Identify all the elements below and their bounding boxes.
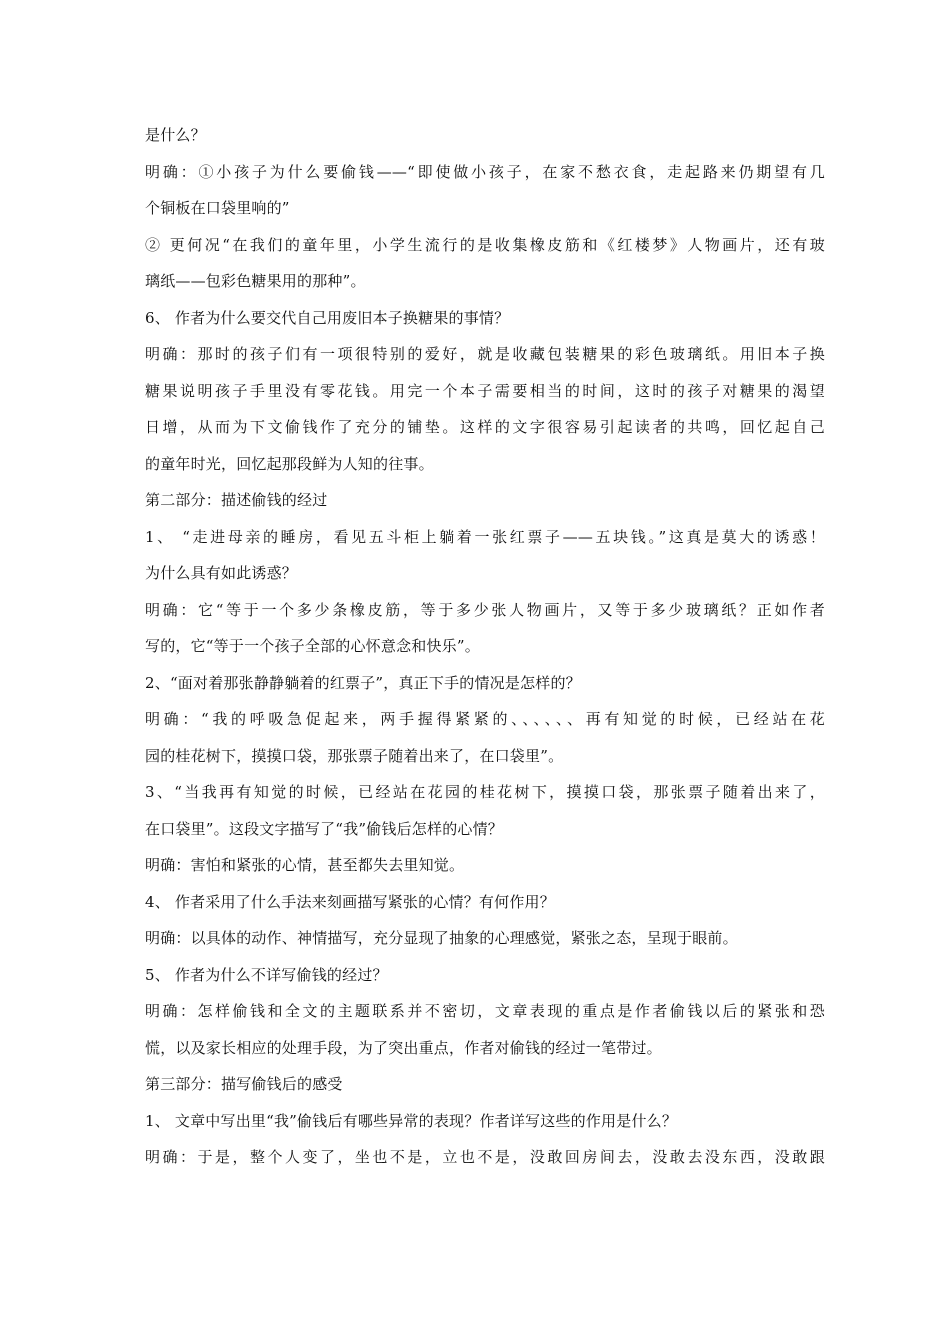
text-line: 明确：以具体的动作、神情描写，充分显现了抽象的心理感觉，紧张之态，呈现于眼前。 xyxy=(145,929,738,947)
text-line: 为什么具有如此诱惑？ xyxy=(145,564,298,582)
text-line: 明确：于是，整个人变了，坐也不是，立也不是，没敢回房间去，没敢去没东西，没敢跟 xyxy=(145,1148,825,1166)
text-line: 璃纸——包彩色糖果用的那种”。 xyxy=(145,272,366,290)
text-line: 明确：那时的孩子们有一项很特别的爱好，就是收藏包装糖果的彩色玻璃纸。用旧本子换 xyxy=(145,345,825,363)
text-line: 2、“面对着那张静静躺着的红票子”，真正下手的情况是怎样的？ xyxy=(145,673,581,692)
text-line: 明确：怎样偷钱和全文的主题联系并不密切，文章表现的重点是作者偷钱以后的紧张和恐 xyxy=(145,1002,825,1020)
text-line: 写的，它“等于一个孩子全部的心怀意念和快乐”。 xyxy=(145,637,480,655)
text-line: 是什么？ xyxy=(145,126,206,144)
text-line: 明确：“我的呼吸急促起来，两手握得紧紧的、、、、、、再有知觉的时候，已经站在花 xyxy=(145,710,825,728)
document-body xyxy=(145,122,825,1181)
text-line: 的童年时光，回忆起那段鲜为人知的往事。 xyxy=(145,454,434,473)
text-line: 个铜板在口袋里响的” xyxy=(145,199,290,217)
text-line: 1、 文章中写出里“我”偷钱后有哪些异常的表现？作者详写这些的作用是什么？ xyxy=(145,1111,678,1130)
text-line: 5、 作者为什么不详写偷钱的经过？ xyxy=(145,965,388,984)
text-line: 3、“当我再有知觉的时候，已经站在花园的桂花树下，摸摸口袋，那张票子随着出来了， xyxy=(145,783,825,801)
text-line: 日增，从而为下文偷钱作了充分的铺垫。这样的文字很容易引起读者的共鸣，回忆起自己 xyxy=(145,418,825,436)
text-line: 糖果说明孩子手里没有零花钱。用完一个本子需要相当的时间，这时的孩子对糖果的渴望 xyxy=(145,381,825,400)
text-line: 4、 作者采用了什么手法来刻画描写紧张的心情？有何作用？ xyxy=(145,892,555,911)
text-line: 第三部分：描写偷钱后的感受 xyxy=(145,1075,343,1093)
text-line: ② 更何况“在我们的童年里，小学生流行的是收集橡皮筋和《红楼梦》人物画片，还有玻 xyxy=(145,235,825,254)
text-line: 第二部分：描述偷钱的经过 xyxy=(145,491,328,509)
text-line: 明确：①小孩子为什么要偷钱——“即使做小孩子，在家不愁衣食，走起路来仍期望有几 xyxy=(145,162,825,181)
text-line: 园的桂花树下，摸摸口袋，那张票子随着出来了，在口袋里”。 xyxy=(145,746,564,765)
text-line: 在口袋里”。这段文字描写了“我”偷钱后怎样的心情？ xyxy=(145,819,504,838)
text-line: 1、 “走进母亲的睡房，看见五斗柜上躺着一张红票子——五块钱。”这真是莫大的诱惑！ xyxy=(145,527,825,546)
text-line: 明确：它“等于一个多少条橡皮筋，等于多少张人物画片，又等于多少玻璃纸？正如作者 xyxy=(145,600,825,619)
text-line: 6、 作者为什么要交代自己用废旧本子换糖果的事情？ xyxy=(145,308,510,327)
text-line: 明确：害怕和紧张的心情，甚至都失去里知觉。 xyxy=(145,856,465,874)
text-line: 慌，以及家长相应的处理手段，为了突出重点，作者对偷钱的经过一笔带过。 xyxy=(145,1038,662,1057)
